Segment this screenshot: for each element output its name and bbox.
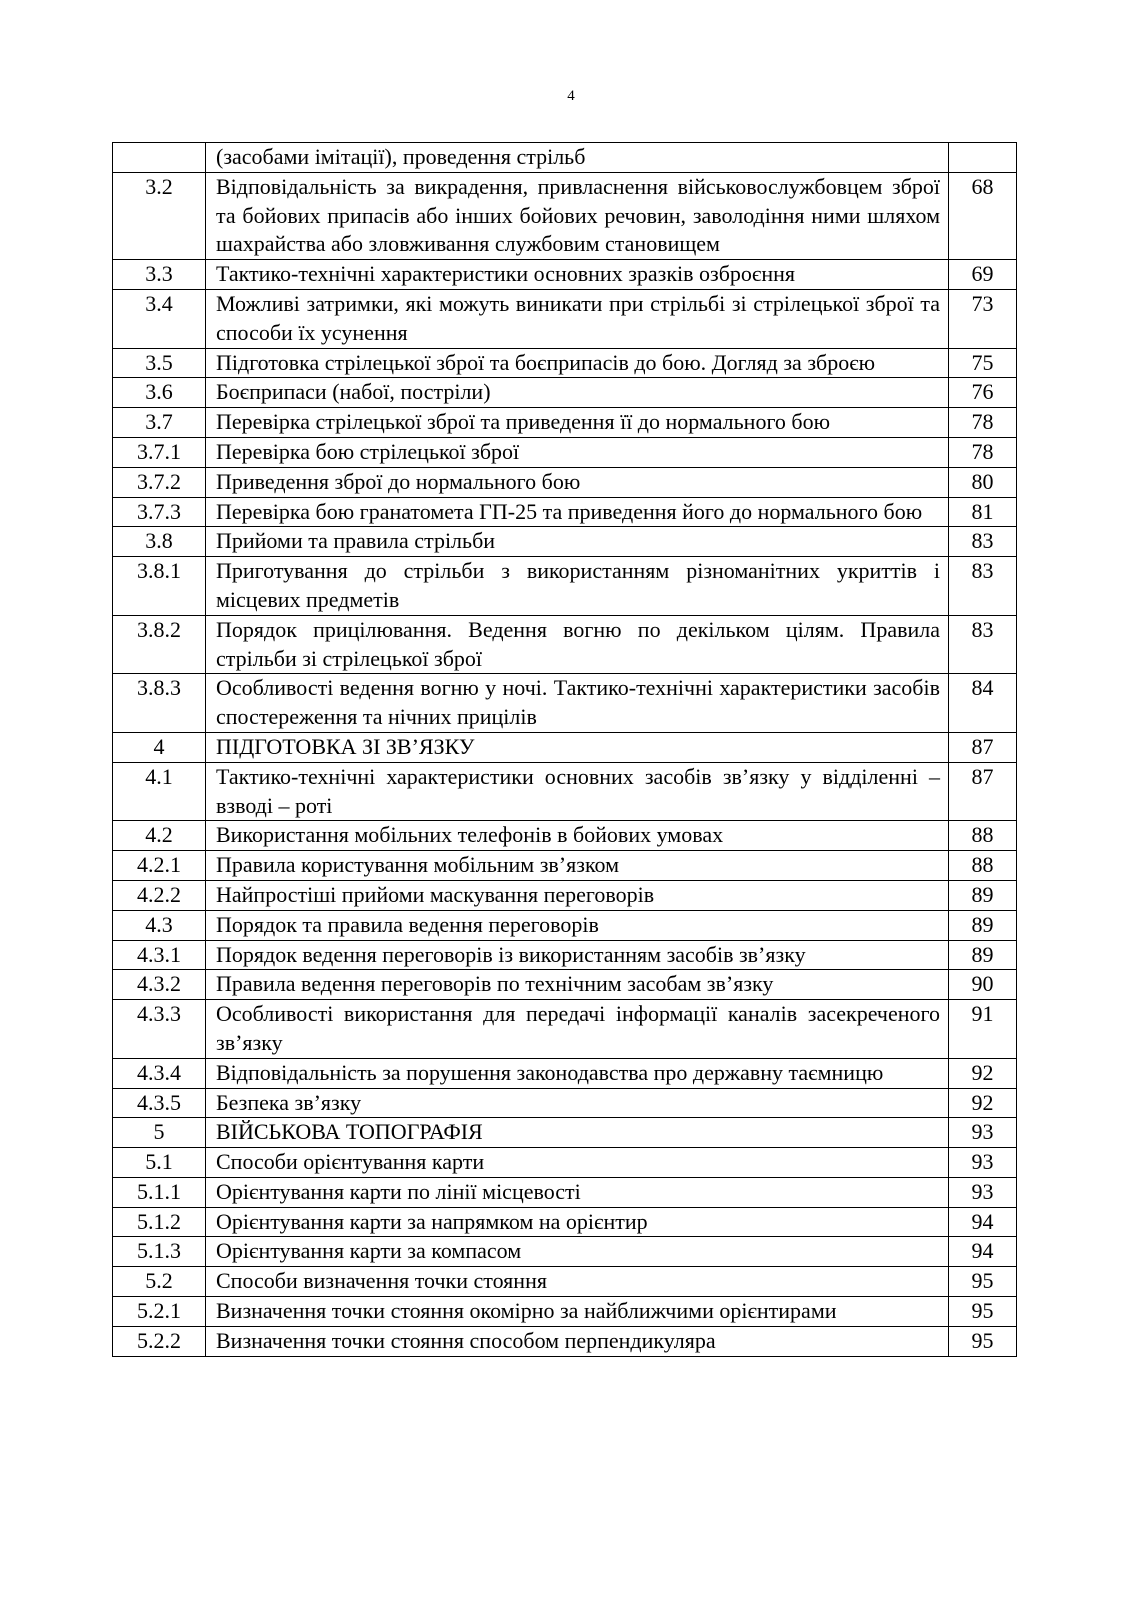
page-ref: 95 — [949, 1267, 1017, 1297]
toc-row — [113, 408, 1017, 438]
toc-row — [113, 1177, 1017, 1207]
page-ref: 68 — [949, 172, 1017, 259]
section-title: Використання мобільних телефонів в бойових умовах — [206, 821, 949, 851]
section-title: Порядок та правила ведення переговорів — [206, 910, 949, 940]
section-title: Порядок прицілювання. Ведення вогню по декільком цілям. Правила стрільби зі стрілецької зброї — [206, 615, 949, 674]
page-ref: 87 — [949, 732, 1017, 762]
toc-row — [113, 1058, 1017, 1088]
section-number: 4.3.4 — [113, 1058, 206, 1088]
toc-row — [113, 851, 1017, 881]
section-number: 3.4 — [113, 289, 206, 348]
page-ref: 90 — [949, 970, 1017, 1000]
toc-row — [113, 527, 1017, 557]
section-number: 4.3.1 — [113, 940, 206, 970]
section-title: Особливості використання для передачі інформації каналів засекреченого зв’язку — [206, 1000, 949, 1059]
toc-row — [113, 1148, 1017, 1178]
section-title: Перевірка бою гранатомета ГП-25 та приведення його до нормального бою — [206, 497, 949, 527]
page-ref: 95 — [949, 1297, 1017, 1327]
section-title: Орієнтування карти за напрямком на орієнтир — [206, 1207, 949, 1237]
section-title: Орієнтування карти по лінії місцевості — [206, 1177, 949, 1207]
page-ref: 93 — [949, 1148, 1017, 1178]
toc-row — [113, 1088, 1017, 1118]
toc-row — [113, 497, 1017, 527]
toc-row — [113, 378, 1017, 408]
page-ref: 89 — [949, 940, 1017, 970]
section-number: 3.3 — [113, 260, 206, 290]
section-title: Підготовка стрілецької зброї та боєприпасів до бою. Догляд за зброєю — [206, 348, 949, 378]
page-ref: 76 — [949, 378, 1017, 408]
section-number: 3.5 — [113, 348, 206, 378]
section-title: Приготування до стрільби з використанням різноманітних укриттів і місцевих предметів — [206, 557, 949, 616]
section-number: 3.6 — [113, 378, 206, 408]
toc-row — [113, 880, 1017, 910]
page-ref: 92 — [949, 1058, 1017, 1088]
table-of-contents — [112, 142, 1017, 1357]
toc-row — [113, 289, 1017, 348]
section-title: Правила користування мобільним зв’язком — [206, 851, 949, 881]
page-ref: 75 — [949, 348, 1017, 378]
toc-row — [113, 1267, 1017, 1297]
section-number: 3.2 — [113, 172, 206, 259]
section-number: 4.3 — [113, 910, 206, 940]
page-ref: 84 — [949, 674, 1017, 733]
section-title: Можливі затримки, які можуть виникати при стрільбі зі стрілецької зброї та способи їх усунення — [206, 289, 949, 348]
section-title: ВІЙСЬКОВА ТОПОГРАФІЯ — [206, 1118, 949, 1148]
section-title: Перевірка бою стрілецької зброї — [206, 437, 949, 467]
toc-row — [113, 1118, 1017, 1148]
section-title: Перевірка стрілецької зброї та приведення її до нормального бою — [206, 408, 949, 438]
page-ref: 80 — [949, 467, 1017, 497]
section-number: 3.7.3 — [113, 497, 206, 527]
section-number: 4.2 — [113, 821, 206, 851]
toc-row — [113, 1000, 1017, 1059]
section-number: 3.8.1 — [113, 557, 206, 616]
section-title: Визначення точки стояння окомірно за найближчими орієнтирами — [206, 1297, 949, 1327]
section-title: Найпростіші прийоми маскування переговорів — [206, 880, 949, 910]
section-number: 5.1.1 — [113, 1177, 206, 1207]
section-title: Способи орієнтування карти — [206, 1148, 949, 1178]
page-ref: 93 — [949, 1177, 1017, 1207]
page-ref: 91 — [949, 1000, 1017, 1059]
page-ref: 93 — [949, 1118, 1017, 1148]
section-number: 5.2.1 — [113, 1297, 206, 1327]
page-ref: 94 — [949, 1237, 1017, 1267]
page-number: 4 — [567, 88, 575, 104]
section-title: Способи визначення точки стояння — [206, 1267, 949, 1297]
section-number: 4.3.5 — [113, 1088, 206, 1118]
section-number: 4 — [113, 732, 206, 762]
section-number: 3.7.2 — [113, 467, 206, 497]
section-number: 5.2 — [113, 1267, 206, 1297]
toc-row — [113, 557, 1017, 616]
toc-body — [113, 143, 1017, 1357]
page-ref: 89 — [949, 910, 1017, 940]
section-number — [113, 143, 206, 173]
section-title: Приведення зброї до нормального бою — [206, 467, 949, 497]
toc-row — [113, 1237, 1017, 1267]
section-number: 5.1.2 — [113, 1207, 206, 1237]
page-ref: 87 — [949, 762, 1017, 821]
section-title: Правила ведення переговорів по технічним засобам зв’язку — [206, 970, 949, 1000]
section-title: Боєприпаси (набої, постріли) — [206, 378, 949, 408]
toc-row — [113, 732, 1017, 762]
section-number: 3.8 — [113, 527, 206, 557]
section-title: Безпека зв’язку — [206, 1088, 949, 1118]
toc-row — [113, 348, 1017, 378]
toc-row — [113, 970, 1017, 1000]
section-title: Особливості ведення вогню у ночі. Тактико-технічні характеристики засобів спостереження та нічних прицілів — [206, 674, 949, 733]
toc-row — [113, 1297, 1017, 1327]
toc-row — [113, 821, 1017, 851]
section-number: 3.8.2 — [113, 615, 206, 674]
section-number: 4.3.3 — [113, 1000, 206, 1059]
section-number: 3.7.1 — [113, 437, 206, 467]
toc-row — [113, 437, 1017, 467]
section-number: 5.2.2 — [113, 1326, 206, 1356]
section-number: 3.8.3 — [113, 674, 206, 733]
page-ref: 81 — [949, 497, 1017, 527]
page-ref: 88 — [949, 821, 1017, 851]
toc-row — [113, 674, 1017, 733]
section-number: 4.3.2 — [113, 970, 206, 1000]
page-ref: 88 — [949, 851, 1017, 881]
page-ref: 83 — [949, 557, 1017, 616]
section-title: Відповідальність за порушення законодавства про державну таємницю — [206, 1058, 949, 1088]
section-title: Тактико-технічні характеристики основних засобів зв’язку у відділенні – взводі – роті — [206, 762, 949, 821]
section-title: ПІДГОТОВКА ЗІ ЗВ’ЯЗКУ — [206, 732, 949, 762]
toc-row — [113, 143, 1017, 173]
toc-row — [113, 260, 1017, 290]
toc-row — [113, 1326, 1017, 1356]
section-number: 4.1 — [113, 762, 206, 821]
section-title: Тактико-технічні характеристики основних зразків озброєння — [206, 260, 949, 290]
toc-row — [113, 762, 1017, 821]
toc-row — [113, 1207, 1017, 1237]
page-ref: 78 — [949, 437, 1017, 467]
page-ref: 94 — [949, 1207, 1017, 1237]
section-number: 4.2.1 — [113, 851, 206, 881]
page-ref: 83 — [949, 615, 1017, 674]
page-ref: 73 — [949, 289, 1017, 348]
section-number: 5.1 — [113, 1148, 206, 1178]
page-ref: 92 — [949, 1088, 1017, 1118]
page-ref: 78 — [949, 408, 1017, 438]
section-number: 5.1.3 — [113, 1237, 206, 1267]
section-title: Прийоми та правила стрільби — [206, 527, 949, 557]
toc-row — [113, 615, 1017, 674]
section-title: (засобами імітації), проведення стрільб — [206, 143, 949, 173]
section-title: Порядок ведення переговорів із використанням засобів зв’язку — [206, 940, 949, 970]
page-ref — [949, 143, 1017, 173]
section-number: 5 — [113, 1118, 206, 1148]
section-number: 3.7 — [113, 408, 206, 438]
section-title: Відповідальність за викрадення, привласнення військовослужбовцем зброї та бойових припасів або інших бойових речовин, заволодіння ними шляхом шахрайства або зловживання службовим становищем — [206, 172, 949, 259]
page-ref: 69 — [949, 260, 1017, 290]
section-title: Визначення точки стояння способом перпендикуляра — [206, 1326, 949, 1356]
page-ref: 89 — [949, 880, 1017, 910]
section-number: 4.2.2 — [113, 880, 206, 910]
toc-row — [113, 910, 1017, 940]
page-ref: 83 — [949, 527, 1017, 557]
toc-row — [113, 467, 1017, 497]
section-title: Орієнтування карти за компасом — [206, 1237, 949, 1267]
page-ref: 95 — [949, 1326, 1017, 1356]
toc-row — [113, 172, 1017, 259]
toc-row — [113, 940, 1017, 970]
